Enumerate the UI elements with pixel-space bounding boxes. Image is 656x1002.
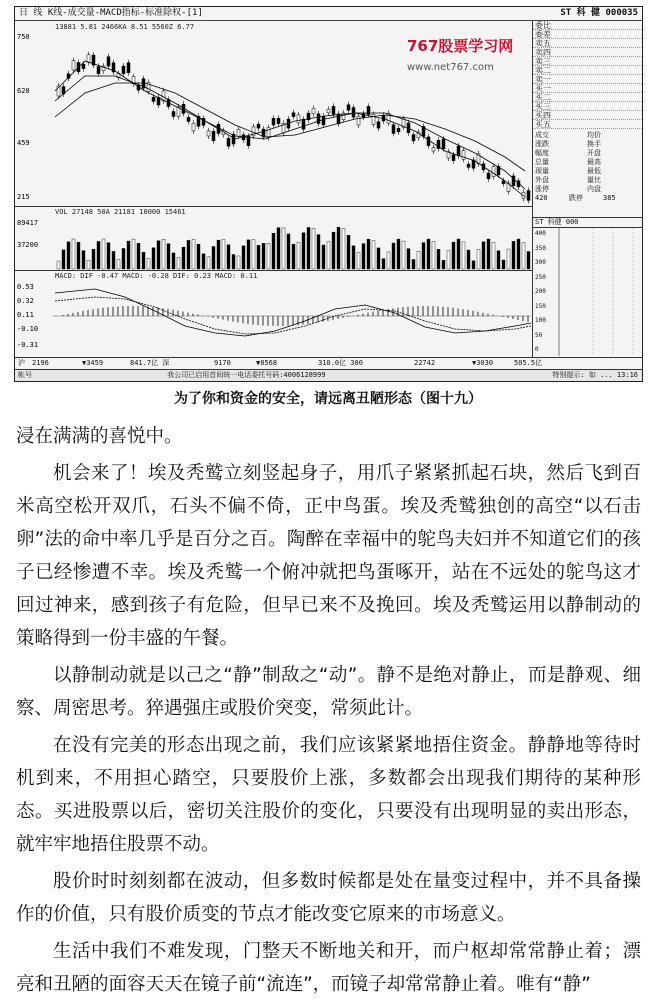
candle-body [502,181,505,184]
index-field: ▼8568 [256,359,278,367]
macd-tick: 0.11 [17,311,34,319]
candle-body [127,63,130,73]
candle-body [392,125,395,134]
index-field: 310.0亿 300 [318,359,363,367]
watermark-logo: 767股票学习网 [407,37,514,55]
volume-bar [192,239,195,269]
volume-bar [402,241,405,269]
volume-bar [167,244,170,269]
candle-body [122,66,125,74]
mini-tick: 50 [535,331,543,339]
candle-body [302,119,305,129]
mini-tick: 150 [535,302,546,310]
volume-bar [207,257,210,269]
paragraph: 机会来了！埃及秃鹫立刻竖起身子，用爪子紧紧抓起石块，然后飞到百米高空松开双爪，石头不偏不倚，正中鸟蛋。埃及秃鹫独创的高空“以石击卵”法的命中率几乎是百分之百。陶醉在幸福中的鸵鸟夫妇并不知道它们的孩子已经惨遭不幸。埃及秃鹫一个俯冲就把鸟蛋啄开，站在不远处的鸵鸟这才回过神来，感到孩子有危险，但早已来不及挽回。埃及秃鹫运用以静制动的策略得到一份丰盛的午餐。 [16,463,641,649]
index-field: 505.5亿 [514,359,543,367]
volume-bar [512,241,515,269]
volume-bar [97,241,100,269]
volume-bar [452,242,455,269]
volume-bars [15,207,533,271]
volume-bar [232,255,235,269]
stat-row [533,149,642,158]
stat-label-left: 现量 [535,167,549,175]
volume-bar [437,249,440,269]
macd-tick: 0.32 [17,297,34,305]
candle-body [457,146,460,156]
quote-row: 买一 [533,84,642,93]
candle-body [237,129,240,136]
price-tick: 620 [17,87,30,95]
candle-body [267,127,270,137]
mini-chart-header: ST 科健 000 [533,218,642,228]
stat-label-left: 涨跌 [535,140,549,148]
stat-label-right: 换手 [587,140,601,148]
mini-volume-chart [533,217,642,357]
volume-bar [382,259,385,269]
volume-bar [132,239,135,269]
stat-label-right: 最高 [587,158,601,166]
quote-row: 卖三 [533,57,642,66]
volume-bar [152,248,155,269]
stat-label-right: 内盘 [587,185,601,193]
quote-panel [533,21,642,357]
volume-bar [67,242,70,269]
candle-body [297,115,300,123]
stat-tail-value: 385 [603,194,616,202]
volume-bar [487,239,490,269]
volume-bar [77,242,80,269]
volume-bar [342,228,345,269]
mini-chart-grid [533,228,642,356]
candle-body [87,55,90,62]
candle-body [412,135,415,141]
volume-bar [447,250,450,269]
volume-bar [117,259,120,269]
volume-bar [92,249,95,269]
volume-bar [317,235,320,269]
volume-bar [372,241,375,269]
volume-bar [182,247,185,269]
volume-bar [147,258,150,269]
volume-bar [142,252,145,269]
volume-bar [467,250,470,269]
index-field: 沪 [18,359,25,367]
stock-name-code: ST 科 健 000035 [560,8,638,18]
volume-bar [82,251,85,269]
stat-label-right: 最低 [587,167,601,175]
candle-body [327,109,330,113]
stat-label-left: 幅度 [535,149,549,157]
figure-caption: 为了你和资金的安全，请远离丑陋形态（图十九） [174,391,482,407]
volume-bar [377,248,380,269]
volume-bar [157,241,160,269]
volume-bar [462,242,465,269]
volume-bar [497,251,500,269]
volume-bar [362,244,365,269]
volume-bar [217,240,220,269]
volume-bar [417,251,420,269]
mini-tick: 300 [535,259,546,266]
volume-bar [392,243,395,269]
macd-tick: -0.31 [17,341,39,349]
volume-bar [287,234,290,269]
volume-bar [262,243,265,269]
volume-bar [457,239,460,269]
volume-bar [112,251,115,269]
stat-row-tail [533,194,642,203]
candle-body [527,191,530,201]
volume-bar [412,259,415,269]
volume-bar [427,239,430,269]
volume-bar [162,239,165,269]
candle-body [172,112,175,117]
stat-label-right: 开盘 [587,149,601,157]
volume-bar [347,235,350,269]
stat-row [533,131,642,140]
index-field: ▼3030 [472,359,494,367]
candle-body [277,118,280,123]
candle-body [82,64,85,68]
quote-row: 买三 [533,102,642,111]
volume-bar [442,260,445,269]
candle-body [427,137,430,146]
volume-bar [267,243,270,269]
quote-row: 委差 [533,30,642,39]
volume-bar [522,243,525,269]
volume-bar [227,245,230,269]
site-watermark [407,35,547,87]
candle-body [347,105,350,110]
candle-body [292,113,295,117]
volume-bar [477,250,480,269]
candle-body [257,124,260,128]
paragraph: 股价时时刻刻都在波动，但多数时候都是处在量变过程中，并不具备操作的价值，只有股价质变的节点才能改变它原来的市场意义。 [16,871,641,925]
account-label: 帐号 [18,371,32,379]
quote-row: 委比 [533,21,642,30]
volume-area [15,207,533,271]
chart-header [15,7,642,21]
stat-label-left: 总量 [535,158,549,166]
mini-tick: 250 [535,273,546,281]
stat-tail-value: 420 [535,194,548,202]
volume-bar [332,232,335,269]
watermark-url: www.net767.com [407,62,494,73]
candle-body [377,122,380,128]
quote-row: 买五 [533,120,642,129]
macd-chart [15,271,533,357]
price-info: 13881 5.81 2466KA 8.51 5560Z 6.77 [55,23,195,31]
volume-bar [367,239,370,269]
volume-tick: 37200 [17,241,39,249]
candle-body [442,139,445,149]
body-text [16,420,641,1001]
volume-bar [277,228,280,269]
volume-bar [62,250,65,269]
candle-body [332,106,335,114]
candle-body [107,57,110,66]
volume-bar [397,239,400,269]
volume-bar [242,246,245,269]
candle-body [322,116,325,125]
quote-row: 买二 [533,93,642,102]
stat-row [533,185,642,194]
volume-bar [422,243,425,269]
stat-label-left: 外盘 [535,176,549,184]
index-status-bar [15,357,642,369]
volume-bar [502,260,505,269]
paragraph: 生活中我们不难发现，门整天不断地关和开，而户枢却常常静止着；漂亮和丑陋的面容天天在镜子前“流连”，而镜子却常常静止着。唯有“静” [16,941,641,995]
volume-bar [102,239,105,269]
quote-row: 卖二 [533,66,642,75]
volume-bar [212,246,215,269]
candle-body [337,114,340,124]
volume-bar [172,253,175,269]
volume-bar [292,244,295,269]
quote-row: 卖四 [533,48,642,57]
mini-tick: 0 [535,346,539,353]
macd-info: MACD: DIF -0.47 MACD: -0.28 DIF: 0.23 MACD: 0.11 [55,272,258,280]
stat-tail-value: 跌停 [569,194,583,202]
candle-body [452,155,455,161]
candle-body [207,131,210,136]
quote-row: 卖一 [533,75,642,84]
stat-row [533,140,642,149]
mini-tick: 100 [535,317,546,324]
stock-chart-figure [14,6,643,382]
volume-bar [122,248,125,269]
mini-tick: 350 [535,244,546,252]
volume-bar [127,241,130,269]
candle-body [227,138,230,146]
dea-line [55,297,531,334]
stat-row [533,167,642,176]
volume-bar [507,249,510,269]
macd-tick: -0.10 [17,325,39,333]
volume-bar [57,261,60,269]
volume-bar [307,227,310,269]
candle-body [487,173,490,179]
volume-bar [352,246,355,269]
macd-area [15,271,533,357]
volume-bar [527,252,530,269]
index-field: 22742 [414,359,436,367]
mini-tick: 400 [535,230,546,237]
quote-row: 买四 [533,111,642,120]
quote-row: 卖五 [533,39,642,48]
volume-bar [87,260,90,269]
stat-label-right: 均价 [587,131,601,139]
volume-bar [337,227,340,269]
volume-bar [272,233,275,269]
volume-bar [202,254,205,269]
stat-row [533,176,642,185]
volume-bar [407,249,410,269]
candle-body [312,108,315,113]
price-tick: 750 [17,33,30,41]
candle-body [152,97,155,101]
stat-row [533,158,642,167]
volume-bar [492,242,495,269]
mini-tick: 200 [535,288,546,295]
paragraph: 浸在满满的喜悦中。 [16,426,183,447]
volume-bar [237,256,240,269]
candle-body [382,115,385,121]
volume-bar [357,253,360,269]
candle-body [212,131,215,141]
index-field: 9170 [214,359,231,367]
volume-bar [302,233,305,269]
notice-right: 特别提示: 如 ... 13:16 [552,371,638,379]
volume-bar [222,239,225,269]
candle-body [317,114,320,124]
volume-bar [517,239,520,269]
paragraph: 在没有完美的形态出现之前，我们应该紧紧地捂住资金。静静地等待时机到来，不用担心踏空，只要股价上涨，多数都会出现我们期待的某种形态。买进股票以后，密切关注股价的变化，只要没有出现明显的卖出形态，就牢牢地捂住股票不动。 [16,735,641,855]
volume-bar [432,241,435,269]
price-tick: 215 [17,193,30,201]
candle-body [397,128,400,131]
volume-bar [257,245,260,269]
index-field: ▼3459 [82,359,104,367]
candle-body [357,116,360,125]
volume-bar [247,240,250,269]
candle-body [97,66,100,73]
volume-bar [177,258,180,269]
notice-text: 我公司已启用首间统一电话委托号码:4006128999 [167,371,326,379]
index-field: 841.7亿 深 [130,359,170,367]
volume-tick: 89417 [17,219,39,227]
volume-bar [72,239,75,269]
candle-body [372,114,375,124]
volume-bar [282,228,285,269]
volume-bar [197,244,200,269]
candle-body [192,123,195,131]
volume-bar [137,243,140,269]
stat-label-left: 成交 [535,131,549,139]
stat-label-left: 涨停 [535,185,549,193]
candle-body [272,118,275,125]
volume-bar [187,240,190,269]
chart-title: 日 线 K线-成交量-MACD指标-标准除权-[1] [19,8,203,18]
candle-body [492,167,495,177]
volume-bar [387,252,390,269]
candle-body [187,117,190,121]
candle-body [72,61,75,70]
volume-bar [327,242,330,269]
volume-info: VOL 27148 50A 21181 10000 15461 [55,208,186,216]
volume-bar [322,245,325,269]
candle-body [352,108,355,118]
volume-bar [252,240,255,269]
paragraph: 以静制动就是以己之“静”制敌之“动”。静不是绝对静止，而是静观、细察、周密思考。猝遇强庄或股价突变，常须此计。 [16,665,641,719]
volume-bar [472,261,475,269]
volume-bar [297,242,300,269]
index-field: 2196 [32,359,49,367]
volume-bar [312,228,315,269]
candle-body [467,164,470,167]
price-tick: 459 [17,139,30,147]
volume-bar [482,242,485,269]
macd-tick: 0.53 [17,283,34,291]
notice-bar [15,369,642,381]
stat-label-right: 量比 [587,176,601,184]
candle-body [432,148,435,151]
volume-bar [107,243,110,269]
